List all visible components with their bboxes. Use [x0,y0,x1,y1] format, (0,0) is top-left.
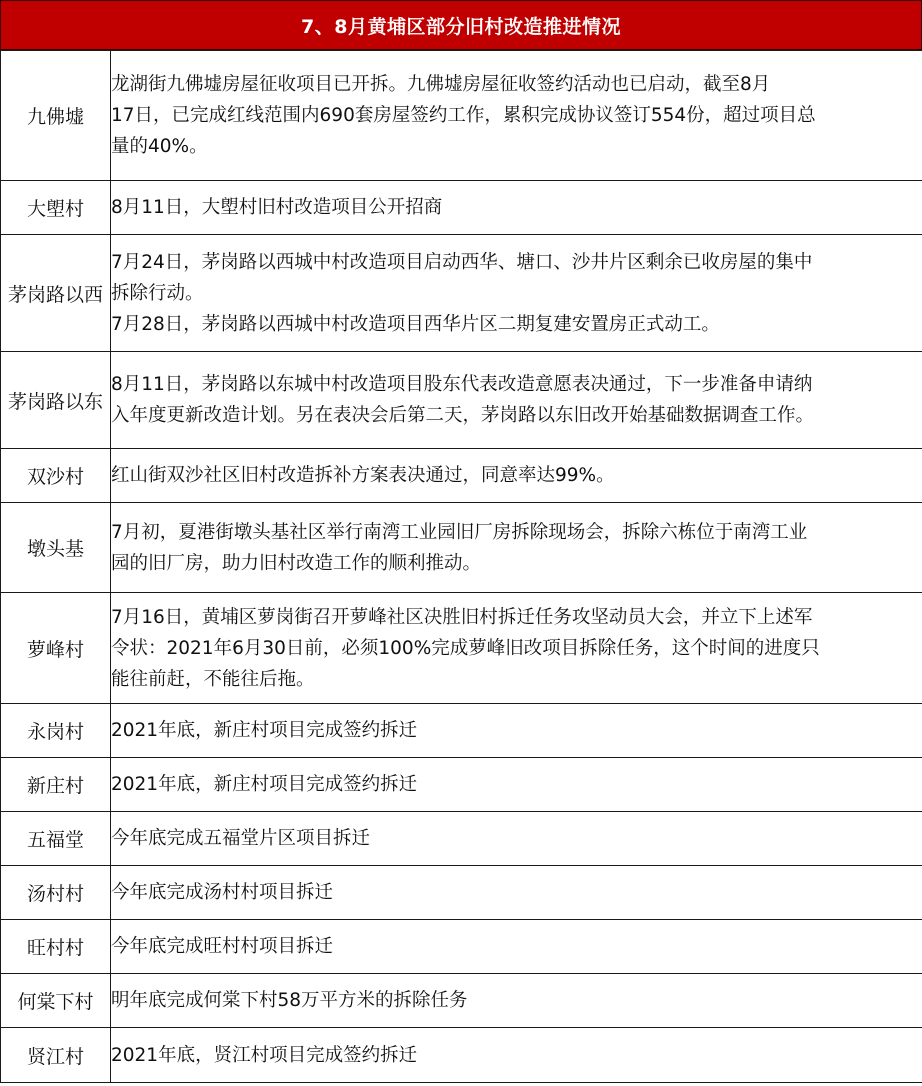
table-title: 7、8月黄埔区部分旧村改造推进情况 [0,0,922,50]
description-line: 2021年底，新庄村项目完成签约拆迁 [111,720,418,741]
description-line: 8月11日，茅岗路以东城中村改造项目股东代表改造意愿表决通过，下一步准备申请纳 [111,374,813,395]
progress-description-cell [111,181,922,235]
table-row [1,181,922,235]
village-name-cell: 汤村村 [1,866,111,920]
description-line: 明年底完成何棠下村58万平方米的拆除任务 [111,990,468,1011]
description-line: 拆除行动。 [111,282,204,304]
description-line: 今年底完成五福堂片区项目拆迁 [111,828,371,849]
table-row [1,920,922,974]
village-name-cell: 永岗村 [1,704,111,758]
table-row [1,503,922,593]
progress-description-cell [111,503,922,593]
table-row [1,352,922,449]
table-row [1,704,922,758]
description-line: 今年底完成旺村村项目拆迁 [111,936,334,957]
village-name-cell: 旺村村 [1,920,111,974]
progress-description-cell [111,704,922,758]
table-row [1,1028,922,1083]
description-line: 量的40%。 [111,136,208,157]
village-name-cell: 贤江村 [1,1028,111,1083]
description-line: 能往前赶，不能往后拖。 [111,668,315,690]
progress-description-cell [111,812,922,866]
progress-description-cell [111,758,922,812]
description-line: 令状：2021年6月30日前，必须100%完成萝峰旧改项目拆除任务，这个时间的进度只 [111,637,820,659]
village-name-cell: 茅岗路以东 [1,352,111,449]
description-line: 8月11日，大塱村旧村改造项目公开招商 [111,197,443,218]
progress-description-cell [111,866,922,920]
village-name-cell: 新庄村 [1,758,111,812]
table-row [1,812,922,866]
description-line: 7月28日，茅岗路以西城中村改造项目西华片区二期复建安置房正式动工。 [111,313,720,335]
table-row [1,758,922,812]
progress-description-cell [111,51,922,181]
progress-description-cell [111,920,922,974]
progress-description-cell [111,1028,922,1083]
progress-description-cell [111,449,922,503]
table-row [1,593,922,704]
table-row [1,51,922,181]
table-row [1,974,922,1028]
progress-description-cell [111,974,922,1028]
description-line: 龙湖街九佛墟房屋征收项目已开拆。九佛墟房屋征收签约活动也已启动，截至8月 [111,74,771,95]
village-name-cell: 墩头基 [1,503,111,593]
village-name-cell: 双沙村 [1,449,111,503]
village-name-cell: 何棠下村 [1,974,111,1028]
village-name-cell: 九佛墟 [1,51,111,181]
village-name-cell: 五福堂 [1,812,111,866]
progress-description-cell [111,352,922,449]
progress-description-cell [111,235,922,352]
description-line: 2021年底，贤江村项目完成签约拆迁 [111,1044,418,1066]
village-name-cell: 大塱村 [1,181,111,235]
description-line: 7月初，夏港街墩头基社区举行南湾工业园旧厂房拆除现场会，拆除六栋位于南湾工业 [111,521,808,543]
description-line: 园的旧厂房，助力旧村改造工作的顺利推动。 [111,552,482,574]
description-line: 7月24日，茅岗路以西城中村改造项目启动西华、塘口、沙井片区剩余已收房屋的集中 [111,251,813,273]
description-line: 红山街双沙社区旧村改造拆补方案表决通过，同意率达99%。 [111,465,615,486]
description-line: 2021年底，新庄村项目完成签约拆迁 [111,774,418,795]
village-name-cell: 萝峰村 [1,593,111,704]
description-line: 入年度更新改造计划。另在表决会后第二天，茅岗路以东旧改开始基础数据调查工作。 [111,405,815,426]
table-body [1,51,922,1083]
description-line: 今年底完成汤村村项目拆迁 [111,882,334,903]
progress-description-cell [111,593,922,704]
description-line: 7月16日，黄埔区萝岗街召开萝峰社区决胜旧村拆迁任务攻坚动员大会，并立下上述军 [111,606,813,628]
table-row [1,235,922,352]
table-row [1,449,922,503]
village-progress-table [0,50,922,1083]
village-name-cell: 茅岗路以西 [1,235,111,352]
table-row [1,866,922,920]
description-line: 17日，已完成红线范围内690套房屋签约工作，累积完成协议签订554份，超过项目总 [111,105,816,126]
